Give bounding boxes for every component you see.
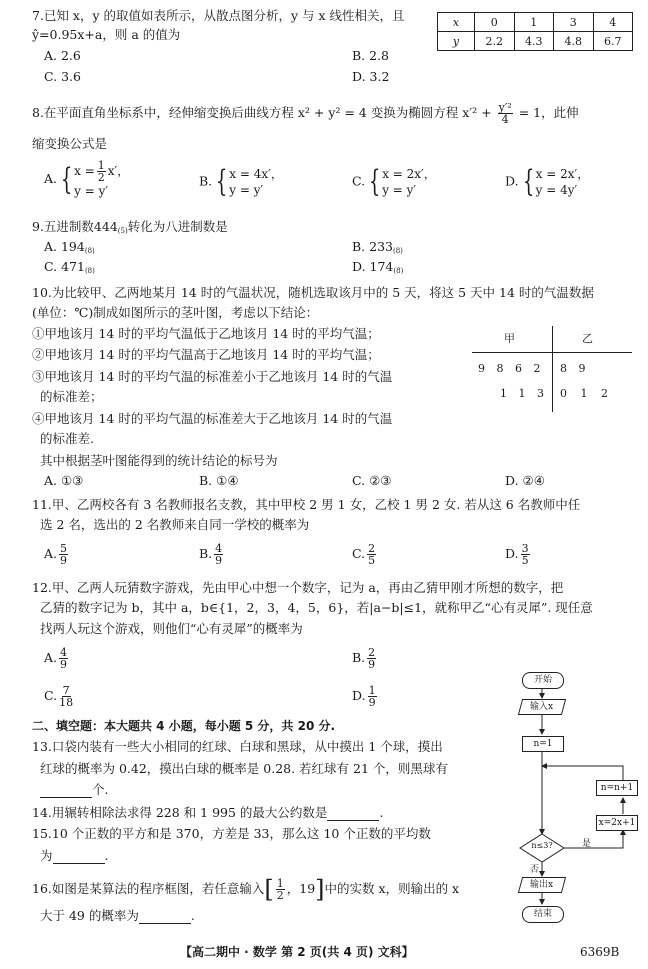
q8-option-b <box>199 166 283 198</box>
q9-c-sub: (8) <box>84 267 95 275</box>
q11-line1: 11.甲、乙两校各有 3 名教师报名支教，其中甲校 2 男 1 女，乙校 1 男 2 女. 若从这 6 名教师中任 <box>32 497 581 512</box>
q13-line3 <box>40 782 108 798</box>
q10-option-d: D. ②④ <box>505 473 545 488</box>
q13-answer-blank[interactable] <box>40 785 92 798</box>
q10-statement-2: ②甲地该月 14 时的平均气温高于乙地该月 14 时的平均气温； <box>32 347 380 362</box>
section-2-heading: 二、填空题：本大题共 4 小题，每小题 5 分，共 20 分. <box>32 719 336 733</box>
q12-a-num: 4 <box>60 646 68 659</box>
q12-b-num: 2 <box>368 646 376 659</box>
q12-c-num: 7 <box>62 684 70 697</box>
q11-option-a <box>44 543 70 566</box>
brace-icon: { <box>60 161 73 197</box>
q10-statement-4b: 的标准差. <box>40 431 94 446</box>
q11-a-label: A. <box>44 546 58 561</box>
q8-c-top: x = 2x′， <box>382 167 436 181</box>
q8-c-label: C. <box>352 173 366 189</box>
q15-line1: 15.10 个正数的平方和是 370，方差是 33，那么这 10 个正数的平均数 <box>32 826 431 841</box>
table-cell: 4 <box>593 13 633 32</box>
table-row <box>438 32 633 51</box>
q16-line2 <box>40 908 195 924</box>
flowchart-condition: n≤3? <box>531 841 553 850</box>
q16-end: . <box>190 908 195 923</box>
q10-option-a: A. ①③ <box>44 473 84 488</box>
flowchart-no-label: 否 <box>530 865 540 875</box>
q12-line1: 12.甲、乙两人玩猜数字游戏，先由甲心中想一个数字，记为 a，再由乙猜甲刚才所想的数字，把 <box>32 580 564 595</box>
q9-b-sub: (8) <box>393 247 403 255</box>
flowchart-init: n=1 <box>522 736 564 752</box>
stem-right-label: 乙 <box>582 332 593 345</box>
q14-line <box>32 805 383 821</box>
q14-answer-blank[interactable] <box>327 808 379 821</box>
q8-text-b: = 1，此伸 <box>518 105 579 120</box>
table-cell: 4.8 <box>554 32 594 51</box>
q12-option-c <box>44 685 75 708</box>
q12-c-frac <box>59 685 73 708</box>
right-bracket-icon: ] <box>315 875 325 904</box>
q12-a-frac <box>59 647 68 670</box>
q12-b-frac <box>367 647 376 670</box>
q8-b-top: x = 4x′， <box>229 167 283 181</box>
q8-a-frac <box>97 160 106 183</box>
q8-b-bottom: y = y′ <box>229 183 264 197</box>
q11-line2: 选 2 名，选出的 2 名教师来自同一学校的概率为 <box>40 517 310 532</box>
page-footer: 【高二期中 · 数学 第 2 页(共 4 页) 文科】 <box>180 945 414 959</box>
q7-line2: ŷ=0.95x+a，则 a 的值为 <box>32 27 181 42</box>
q11-c-num: 2 <box>368 542 376 555</box>
q8-option-a <box>44 160 129 199</box>
stem-row1-right: 8 9 <box>560 362 586 375</box>
table-cell: x <box>438 13 475 32</box>
q11-b-den: 9 <box>215 554 223 567</box>
q8-c-bottom: y = y′ <box>382 183 417 197</box>
left-bracket-icon: [ <box>264 875 274 904</box>
q8-frac-num: y′² <box>498 101 512 114</box>
q11-c-frac <box>367 543 376 566</box>
q12-d-den: 9 <box>368 696 376 709</box>
flowchart-input <box>518 699 566 715</box>
q8-a-label: A. <box>44 171 58 186</box>
flowchart-output <box>518 877 566 893</box>
flowchart-update-x: x=2x+1 <box>596 815 638 831</box>
q7-line1: 7.已知 x，y 的取值如表所示，从散点图分析，y 与 x 线性相关，且 <box>32 8 405 23</box>
q11-a-den: 9 <box>60 554 68 567</box>
q9-option-d <box>352 259 403 279</box>
flowchart <box>508 668 638 928</box>
q8-option-d <box>505 166 589 198</box>
stem-row1-left: 9 8 6 2 <box>478 362 541 375</box>
table-cell: 1 <box>514 13 554 32</box>
q10-statement-4a: ④甲地该月 14 时的平均气温的标准差大于乙地该月 14 时的气温 <box>32 411 393 426</box>
q11-option-c <box>352 543 378 566</box>
table-cell: y <box>438 32 475 51</box>
q15-line2 <box>40 848 109 864</box>
q11-option-b <box>199 543 225 566</box>
q10-statement-3b: 的标准差； <box>40 389 103 404</box>
brace-icon: { <box>368 164 381 199</box>
table-cell: 2.2 <box>475 32 515 51</box>
q13-line3-text: 个. <box>92 782 109 797</box>
table-cell: 3 <box>554 13 594 32</box>
brace-icon: { <box>215 164 228 199</box>
flowchart-output-label: 输出x <box>530 880 554 890</box>
q10-option-b: B. ①④ <box>199 473 239 488</box>
q12-d-frac <box>368 685 377 708</box>
q9-d-sub: (8) <box>393 267 404 275</box>
q8-frac-den: 4 <box>501 113 509 126</box>
q11-b-frac <box>214 543 223 566</box>
q12-line2: 乙猜的数字记为 b，其中 a，b∈{1，2，3，4，5，6}，若|a−b|≤1，就称甲乙“心有灵犀”. 现任意 <box>40 600 593 615</box>
q12-d-num: 1 <box>368 684 376 697</box>
q12-d-label: D. <box>352 688 366 703</box>
q16-frac <box>276 878 285 901</box>
q9-sub: (5) <box>117 227 128 235</box>
q16-answer-blank[interactable] <box>139 911 191 924</box>
q8-b-label: B. <box>199 173 213 189</box>
stem-divider-vertical <box>552 326 553 412</box>
q8-line2: 缩变换公式是 <box>32 136 108 151</box>
q7-option-c: C. 3.6 <box>44 69 81 84</box>
q10-line2: (单位：℃)制成如图所示的茎叶图，考虑以下结论： <box>32 305 319 320</box>
q9-a-sub: (8) <box>84 247 95 255</box>
stem-leaf-plot <box>472 322 632 412</box>
q16-int-post: ，19 <box>286 881 316 896</box>
q14-end: . <box>379 805 384 820</box>
table-cell: 6.7 <box>593 32 633 51</box>
flowchart-input-label: 输入x <box>530 702 554 712</box>
q8-a-top <box>74 160 129 183</box>
q8-d-label: D. <box>505 173 519 189</box>
q8-a-top-pre: x = <box>74 164 95 178</box>
q10-question: 其中根据茎叶图能得到的统计结论的标号为 <box>40 453 278 468</box>
q8-a-frac-num: 1 <box>97 159 105 172</box>
q12-a-label: A. <box>44 650 58 665</box>
stem-row2-right: 0 1 2 <box>560 387 608 400</box>
q11-c-label: C. <box>352 546 366 561</box>
q13-line1: 13.口袋内装有一些大小相同的红球、白球和黑球，从中摸出 1 个球，摸出 <box>32 739 443 754</box>
brace-icon: { <box>522 164 534 199</box>
q9-pre: 9.五进制数444 <box>32 219 118 234</box>
q9-option-c <box>44 259 95 279</box>
table-cell: 0 <box>475 13 515 32</box>
q16-line2-text: 大于 49 的概率为 <box>40 908 139 923</box>
q14-text: 14.用辗转相除法求得 228 和 1 995 的最大公约数是 <box>32 805 328 820</box>
q15-answer-blank[interactable] <box>53 851 105 864</box>
q16-line1 <box>32 875 460 904</box>
q8-text-a: 8.在平面直角坐标系中，经伸缩变换后曲线方程 x² + y² = 4 变换为椭圆方程 x′² + <box>32 105 492 120</box>
q7-option-a: A. 2.6 <box>44 48 81 63</box>
q8-option-c <box>352 166 436 198</box>
q12-option-a <box>44 647 70 670</box>
q12-c-label: C. <box>44 688 58 703</box>
q8-d-top: x = 2x′， <box>535 167 590 181</box>
q11-d-frac <box>521 543 530 566</box>
q7-data-table <box>437 12 633 51</box>
q12-c-den: 18 <box>59 696 74 709</box>
stem-row2-left: 1 1 3 <box>500 387 544 400</box>
q9-option-a <box>44 239 95 259</box>
paper-code: 6369B <box>580 945 620 959</box>
q11-c-den: 5 <box>368 554 376 567</box>
flowchart-yes-label: 是 <box>582 839 592 849</box>
q15-line2-text: 为 <box>40 848 53 863</box>
q11-d-num: 3 <box>521 542 529 555</box>
stem-left-label: 甲 <box>504 332 515 345</box>
q12-b-den: 9 <box>368 658 376 671</box>
q9-a-text: A. 194 <box>44 239 85 254</box>
q9-post: 转化为八进制数是 <box>127 219 228 234</box>
q16-frac-den: 2 <box>276 889 284 902</box>
q12-line3: 找两人玩这个游戏，则他们“心有灵犀”的概率为 <box>40 621 303 636</box>
flowchart-start: 开始 <box>522 672 564 689</box>
q16-post: 中的实数 x，则输出的 x <box>324 881 460 896</box>
q11-a-num: 5 <box>60 542 68 555</box>
q9-option-b <box>352 239 403 259</box>
q10-statement-1: ①甲地该月 14 时的平均气温低于乙地该月 14 时的平均气温； <box>32 326 380 341</box>
q11-b-num: 4 <box>215 542 223 555</box>
q9-b-text: B. 233 <box>352 239 393 254</box>
q8-fraction <box>498 102 513 125</box>
q8-line1 <box>32 102 579 125</box>
q8-d-bottom: y = 4y′ <box>535 183 578 197</box>
q10-option-c: C. ②③ <box>352 473 392 488</box>
q13-line2: 红球的概率为 0.42，摸出白球的概率是 0.28. 若红球有 21 个，则黑球有 <box>40 761 448 776</box>
q10-line1: 10.为比较甲、乙两地某月 14 时的气温状况，随机选取该月中的 5 天，将这 5 天中 14 时的气温数据 <box>32 285 594 300</box>
q7-option-b: B. 2.8 <box>352 48 390 63</box>
flowchart-update-n: n=n+1 <box>596 780 638 796</box>
q11-b-label: B. <box>199 546 213 561</box>
q12-option-b <box>352 647 378 670</box>
q8-a-frac-den: 2 <box>97 171 105 184</box>
q10-statement-3a: ③甲地该月 14 时的平均气温的标准差小于乙地该月 14 时的气温 <box>32 369 393 384</box>
table-cell: 4.3 <box>514 32 554 51</box>
q11-d-label: D. <box>505 546 519 561</box>
q12-b-label: B. <box>352 650 366 665</box>
q11-a-frac <box>59 543 68 566</box>
table-row <box>438 13 633 32</box>
q8-a-bottom: y = y′ <box>74 184 109 198</box>
q11-d-den: 5 <box>521 554 529 567</box>
q7-option-d: D. 3.2 <box>352 69 390 84</box>
q15-end: . <box>104 848 109 863</box>
q9-c-text: C. 471 <box>44 259 85 274</box>
q12-a-den: 9 <box>60 658 68 671</box>
q12-option-d <box>352 685 379 708</box>
q9-d-text: D. 174 <box>352 259 394 274</box>
q8-a-top-post: x′， <box>107 164 130 178</box>
q16-frac-num: 1 <box>276 877 284 890</box>
q9-stem <box>32 219 228 239</box>
flowchart-end: 结束 <box>522 906 564 923</box>
q11-option-d <box>505 543 532 566</box>
q16-pre: 16.如图是某算法的程序框图，若任意输入 <box>32 881 265 896</box>
